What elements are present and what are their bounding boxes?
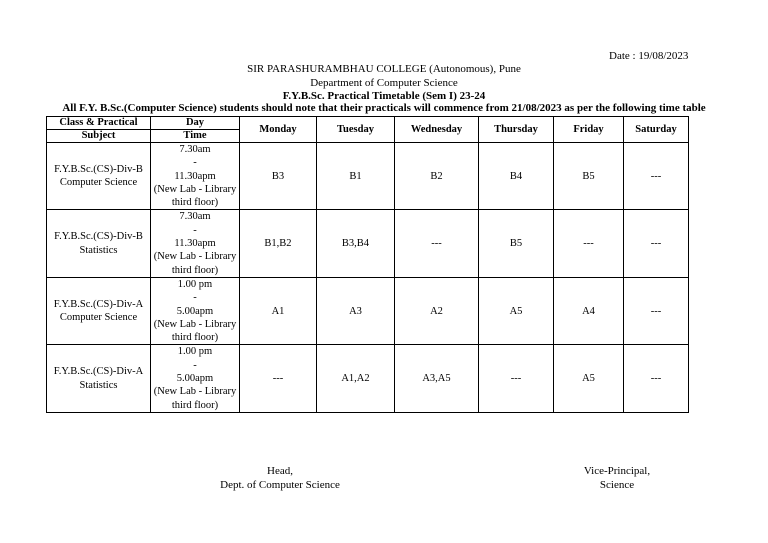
day-thursday: Thursday	[479, 117, 554, 143]
subject-class: F.Y.B.Sc.(CS)-Div-A	[53, 366, 144, 378]
subject-cell	[47, 143, 151, 210]
batch-cell: ---	[624, 210, 689, 277]
time-floor: third floor)	[171, 264, 219, 276]
batch-cell: ---	[624, 277, 689, 344]
batch-cell: B1,B2	[240, 210, 317, 277]
timetable	[46, 116, 689, 413]
batch-cell: A5	[479, 277, 554, 344]
subject-class: F.Y.B.Sc.(CS)-Div-A	[53, 298, 144, 310]
batch-cell: B4	[479, 143, 554, 210]
subject-class: F.Y.B.Sc.(CS)-Div-B	[54, 163, 143, 175]
time-end: 5.00apm	[176, 305, 214, 317]
day-friday: Friday	[554, 117, 624, 143]
date-label: Date : 19/08/2023	[609, 50, 689, 62]
batch-cell: ---	[624, 143, 689, 210]
batch-cell: B2	[395, 143, 479, 210]
time-start: 7.30am	[179, 144, 211, 155]
time-cell	[151, 143, 240, 210]
time-end: 11.30apm	[174, 170, 216, 182]
subject-header-line-2: Subject	[47, 130, 151, 143]
batch-cell: B1	[317, 143, 395, 210]
batch-cell: A3	[317, 277, 395, 344]
college-name: SIR PARASHURAMBHAU COLLEGE (Autonomous), Pune	[247, 63, 521, 75]
batch-cell: B5	[479, 210, 554, 277]
time-start: 7.30am	[179, 211, 211, 223]
vice-principal-signature-block	[557, 464, 677, 492]
day-saturday: Saturday	[624, 117, 689, 143]
time-cell	[151, 345, 240, 412]
time-dash: -	[193, 292, 197, 304]
department-name: Department of Computer Science	[310, 76, 458, 89]
batch-cell: B3	[240, 143, 317, 210]
time-dash: -	[193, 359, 197, 371]
batch-cell: A2	[395, 277, 479, 344]
batch-cell: ---	[624, 345, 689, 412]
time-end: 11.30apm	[174, 238, 216, 250]
batch-cell: A3,A5	[395, 345, 479, 412]
document-header	[0, 63, 768, 104]
subject-cell	[47, 345, 151, 412]
subject-name: Computer Science	[59, 312, 138, 324]
time-header: Time	[151, 130, 240, 143]
table-row	[47, 277, 689, 344]
batch-cell: ---	[240, 345, 317, 412]
subject-header-line-1: Class & Practical	[47, 117, 151, 130]
notice-text: All F.Y. B.Sc.(Computer Science) students should note that their practicals will commence from 21/08/2023 as per the following time table	[62, 102, 706, 114]
time-location: (New Lab - Library	[153, 318, 237, 330]
head-department: Dept. of Computer Science	[220, 479, 340, 491]
time-location: (New Lab - Library	[153, 386, 237, 398]
time-dash: -	[193, 157, 197, 169]
time-floor: third floor)	[171, 399, 219, 411]
subject-name: Statistics	[79, 244, 118, 256]
subject-class: F.Y.B.Sc.(CS)-Div-B	[54, 231, 143, 243]
subject-name: Statistics	[79, 379, 118, 391]
batch-cell: B5	[554, 143, 624, 210]
subject-name: Computer Science	[59, 177, 138, 189]
subject-cell	[47, 210, 151, 277]
batch-cell: ---	[479, 345, 554, 412]
day-tuesday: Tuesday	[317, 117, 395, 143]
time-end: 5.00apm	[176, 373, 214, 385]
time-start: 1.00 pm	[177, 278, 213, 290]
time-location: (New Lab - Library	[153, 183, 237, 195]
vice-principal-title: Vice-Principal,	[583, 465, 651, 477]
batch-cell: ---	[554, 210, 624, 277]
batch-cell: A5	[554, 345, 624, 412]
time-cell	[151, 277, 240, 344]
time-floor: third floor)	[171, 197, 219, 209]
time-start: 1.00 pm	[177, 346, 213, 358]
subject-cell	[47, 277, 151, 344]
time-floor: third floor)	[171, 332, 219, 344]
batch-cell: A1	[240, 277, 317, 344]
batch-cell: B3,B4	[317, 210, 395, 277]
table-row	[47, 345, 689, 412]
time-cell	[151, 210, 240, 277]
vice-principal-faculty: Science	[599, 479, 635, 491]
table-row	[47, 143, 689, 210]
batch-cell: ---	[395, 210, 479, 277]
batch-cell: A1,A2	[317, 345, 395, 412]
timetable-title: F.Y.B.Sc. Practical Timetable (Sem I) 23-24	[282, 90, 486, 102]
day-header: Day	[151, 117, 240, 130]
head-signature-block	[160, 464, 400, 492]
time-dash: -	[193, 224, 197, 236]
time-location: (New Lab - Library	[153, 251, 237, 263]
table-row	[47, 210, 689, 277]
day-monday: Monday	[240, 117, 317, 143]
day-wednesday: Wednesday	[395, 117, 479, 143]
head-title: Head,	[267, 465, 293, 477]
batch-cell: A4	[554, 277, 624, 344]
